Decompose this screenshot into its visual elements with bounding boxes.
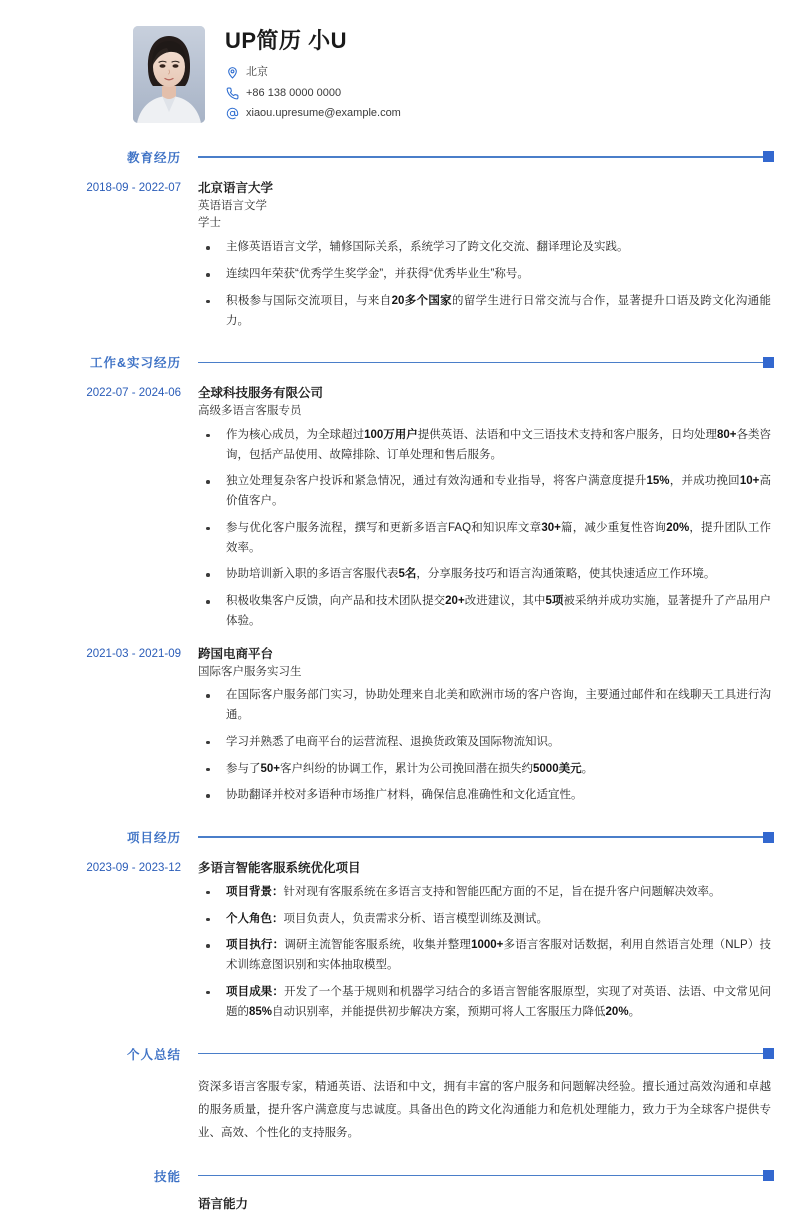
entry-bullet-list [198,686,771,806]
section-marker [763,832,774,843]
section-marker [763,151,774,162]
contact-location [225,64,401,81]
list-item: 连续四年荣获“优秀学生奖学金”，并获得“优秀毕业生”称号。 [198,265,771,285]
resume-header [133,0,799,126]
entry-date: 2021-03 - 2021-09 [86,647,181,660]
section-rule [198,836,763,838]
entry-bullet-list [198,883,771,1023]
skills-block [0,1195,799,1213]
list-item: 个人角色：项目负责人，负责需求分析、语言模型训练及测试。 [198,910,771,930]
section-title-education: 教育经历 [126,150,181,165]
header-info [225,26,401,126]
contact-email-text: xiaou.upresume@example.com [246,107,401,120]
contact-location-text: 北京 [246,66,268,79]
summary-block [0,1076,799,1145]
section-rule [198,362,763,364]
entry-body [198,645,771,806]
location-pin-icon [225,66,239,80]
entry [0,384,799,631]
entry [0,645,799,806]
list-item: 独立处理复杂客户投诉和紧急情况，通过有效沟通和专业指导，将客户满意度提升15%，并成功挽回10+高价值客户。 [198,472,771,512]
section-title-summary: 个人总结 [126,1047,181,1062]
section-header-projects [0,828,799,846]
contact-phone-text: +86 138 0000 0000 [246,86,342,99]
entry-organization: 跨国电商平台 [198,646,274,661]
entry-organization: 全球科技服务有限公司 [198,386,324,401]
entry-date: 2022-07 - 2024-06 [86,387,181,400]
skills-gutter [0,1195,198,1213]
entry-role: 高级多语言客服专员 [198,405,302,418]
section-title-projects: 项目经历 [126,831,181,846]
entry-organization: 北京语言大学 [198,180,274,195]
contact-phone [225,85,401,102]
avatar [133,26,205,123]
entry-bullet-list [198,238,771,331]
list-item: 积极收集客户反馈，向产品和技术团队提交20+改进建议，其中5项被采纳并成功实施，显著提升了产品用户体验。 [198,592,771,632]
email-at-icon [225,107,239,121]
list-item: 项目成果：开发了一个基于规则和机器学习结合的多语言智能客服原型，实现了对英语、法语、中文常见问题的85%自动识别率，并能提供初步解决方案，预期可将人工客服压力降低20%。 [198,983,771,1023]
skill-category-title: 语言能力 [198,1196,249,1211]
list-item: 协助培训新入职的多语言客服代表5名，分享服务技巧和语言沟通策略，使其快速适应工作环境。 [198,565,771,585]
list-item: 项目执行：调研主流智能客服系统，收集并整理1000+多语言客服对话数据，利用自然语言处理（NLP）技术训练意图识别和实体抽取模型。 [198,936,771,976]
entry-role: 国际客户服务实习生 [198,665,302,678]
list-item: 参与优化客户服务流程，撰写和更新多语言FAQ和知识库文章30+篇，减少重复性咨询20%，提升团队工作效率。 [198,519,771,559]
entry-organization: 多语言智能客服系统优化项目 [198,861,361,876]
list-item: 主修英语语言文学，辅修国际关系，系统学习了跨文化交流、翻译理论及实践。 [198,238,771,258]
resume-sections [0,148,799,1023]
summary-gutter [0,1076,198,1145]
list-item: 在国际客户服务部门实习，协助处理来自北美和欧洲市场的客户咨询，主要通过邮件和在线聊天工具进行沟通。 [198,686,771,726]
entry-body [198,384,771,631]
entry-body [198,179,771,331]
list-item: 作为核心成员，为全球超过100万用户提供英语、法语和中文三语技术支持和客户服务，日均处理80+各类咨询，包括产品使用、故障排除、订单处理和售后服务。 [198,426,771,466]
page-title: UP简历 小U [225,28,348,53]
section-rule [198,1175,763,1177]
entry-degree: 学士 [198,217,221,230]
entry [0,859,799,1022]
skills-body [198,1195,771,1213]
list-item: 协助翻译并校对多语种市场推广材料，确保信息准确性和文化适宜性。 [198,786,771,806]
entry-body [198,859,771,1022]
section-marker [763,1048,774,1059]
entry-date: 2023-09 - 2023-12 [86,862,181,875]
contact-email [225,105,401,122]
entry-bullet-list [198,426,771,632]
section-rule [198,156,763,158]
list-item: 参与了50+客户纠纷的协调工作，累计为公司挽回潜在损失约5000美元。 [198,760,771,780]
section-rule [198,1053,763,1055]
list-item: 积极参与国际交流项目，与来自20多个国家的留学生进行日常交流与合作，显著提升口语及跨文化沟通能力。 [198,292,771,332]
entry [0,179,799,331]
entry-role: 英语语言文学 [198,199,267,212]
section-title-skills: 技能 [153,1169,181,1184]
phone-icon [225,86,239,100]
section-header-work [0,353,799,371]
entry-date: 2018-09 - 2022-07 [86,181,181,194]
section-marker [763,1170,774,1181]
section-header-summary [0,1045,799,1063]
section-marker [763,357,774,368]
list-item: 项目背景：针对现有客服系统在多语言支持和智能匹配方面的不足，旨在提升客户问题解决效率。 [198,883,771,903]
summary-text: 资深多语言客服专家，精通英语、法语和中文，拥有丰富的客户服务和问题解决经验。擅长通过高效沟通和卓越的服务质量，提升客户满意度与忠诚度。具备出色的跨文化沟通能力和危机处理能力，致力于为全球客户提供专业、高效、个性化的支持服务。 [198,1080,771,1139]
section-title-work: 工作&实习经历 [89,356,181,371]
section-header-skills [0,1167,799,1185]
list-item: 学习并熟悉了电商平台的运营流程、退换货政策及国际物流知识。 [198,733,771,753]
section-header-education [0,148,799,166]
